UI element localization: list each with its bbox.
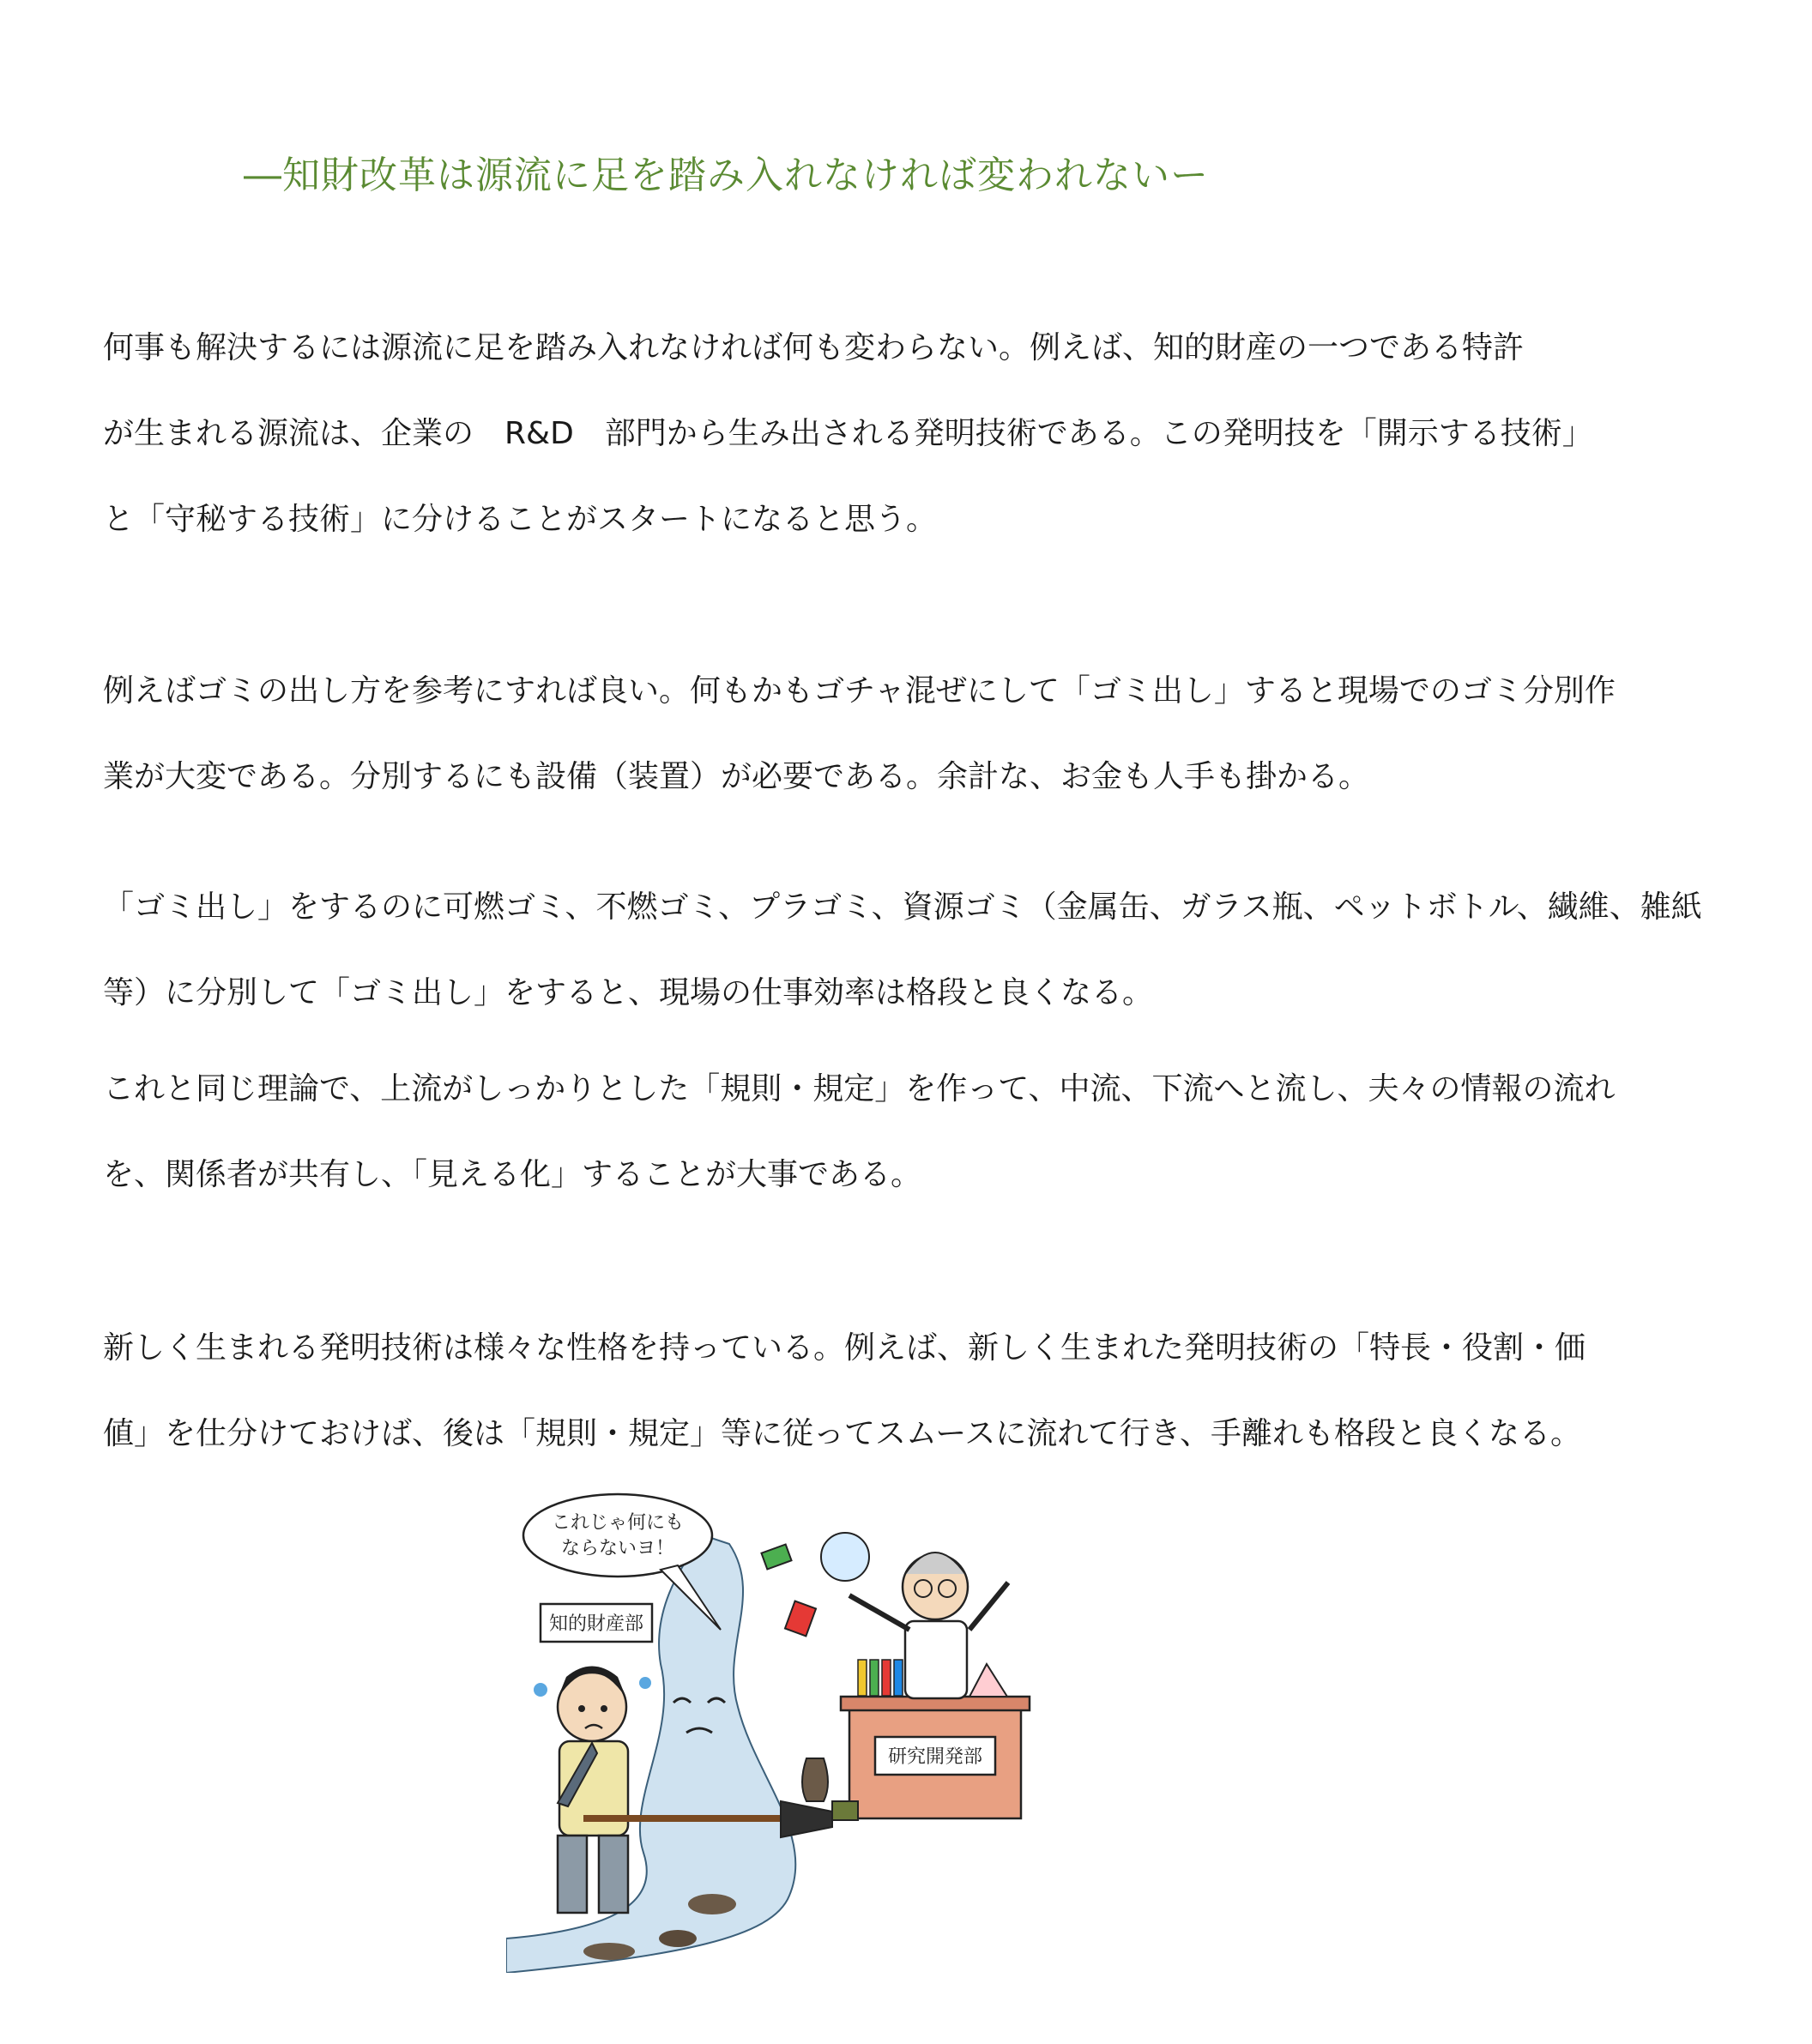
waste-items — [761, 1544, 858, 1820]
ip-worker-figure — [534, 1667, 651, 1914]
paragraph-line: が生まれる源流は、企業の R&D 部門から生み出される発明技術である。この発明技を「開示する技術」 — [103, 416, 1593, 451]
stream — [506, 1535, 795, 1973]
paragraph-line: 新しく生まれる発明技術は様々な性格を持っている。例えば、新しく生まれた発明技術の「特長・役割・価 — [103, 1330, 1586, 1366]
paragraph-line: 何事も解決するには源流に足を踏み入れなければ何も変わらない。例えば、知的財産の一つである特許 — [103, 330, 1525, 365]
svg-text:知的財産部: 知的財産部 — [548, 1613, 644, 1635]
paragraph-line: 値」を仕分けておけば、後は「規則・規定」等に従ってスムースに流れて行き、手離れも格段と良くなる。 — [103, 1416, 1581, 1451]
paragraph-line: 例えばゴミの出し方を参考にすれば良い。何もかもゴチャ混ぜにして「ゴミ出し」すると現場でのゴミ分別作 — [103, 673, 1616, 708]
page-title: ―知財改革は源流に足を踏み入れなければ変われないー — [244, 154, 1209, 197]
paragraph-line: 業が大変である。分別するにも設備（装置）が必要である。余計な、お金も人手も掛かる。 — [103, 759, 1370, 794]
paragraph-1 — [103, 305, 1716, 563]
paragraph-line: これと同じ理論で、上流がしっかりとした「規則・規定」を作って、中流、下流へと流し、夫々の情報の流れ — [103, 1071, 1616, 1106]
speech-bubble-line: ならないヨ！ — [560, 1538, 675, 1559]
cartoon-illustration — [506, 1492, 1038, 1973]
paragraph-line: と「守秘する技術」に分けることがスタートになると思う。 — [103, 502, 938, 537]
paragraph-3 — [103, 865, 1716, 1036]
paragraph-4 — [103, 1046, 1716, 1218]
rd-desk — [841, 1697, 1030, 1818]
paragraph-line: 「ゴミ出し」をするのに可燃ゴミ、不燃ゴミ、プラゴミ、資源ゴミ（金属缶、ガラス瓶、ペットボトル、繊維、雑紙 — [103, 889, 1702, 925]
ip-department-sign — [541, 1604, 652, 1642]
svg-text:研究開発部: 研究開発部 — [887, 1746, 983, 1768]
paragraph-5 — [103, 1305, 1716, 1477]
paragraph-line: を、関係者が共有し、「見える化」することが大事である。 — [103, 1157, 922, 1192]
scientist-figure — [821, 1533, 1008, 1698]
speech-bubble-line: これじゃ何にも — [551, 1512, 685, 1534]
paragraph-line: 等）に分別して「ゴミ出し」をすると、現場の仕事効率は格段と良くなる。 — [103, 975, 1154, 1010]
paragraph-2 — [103, 648, 1716, 820]
